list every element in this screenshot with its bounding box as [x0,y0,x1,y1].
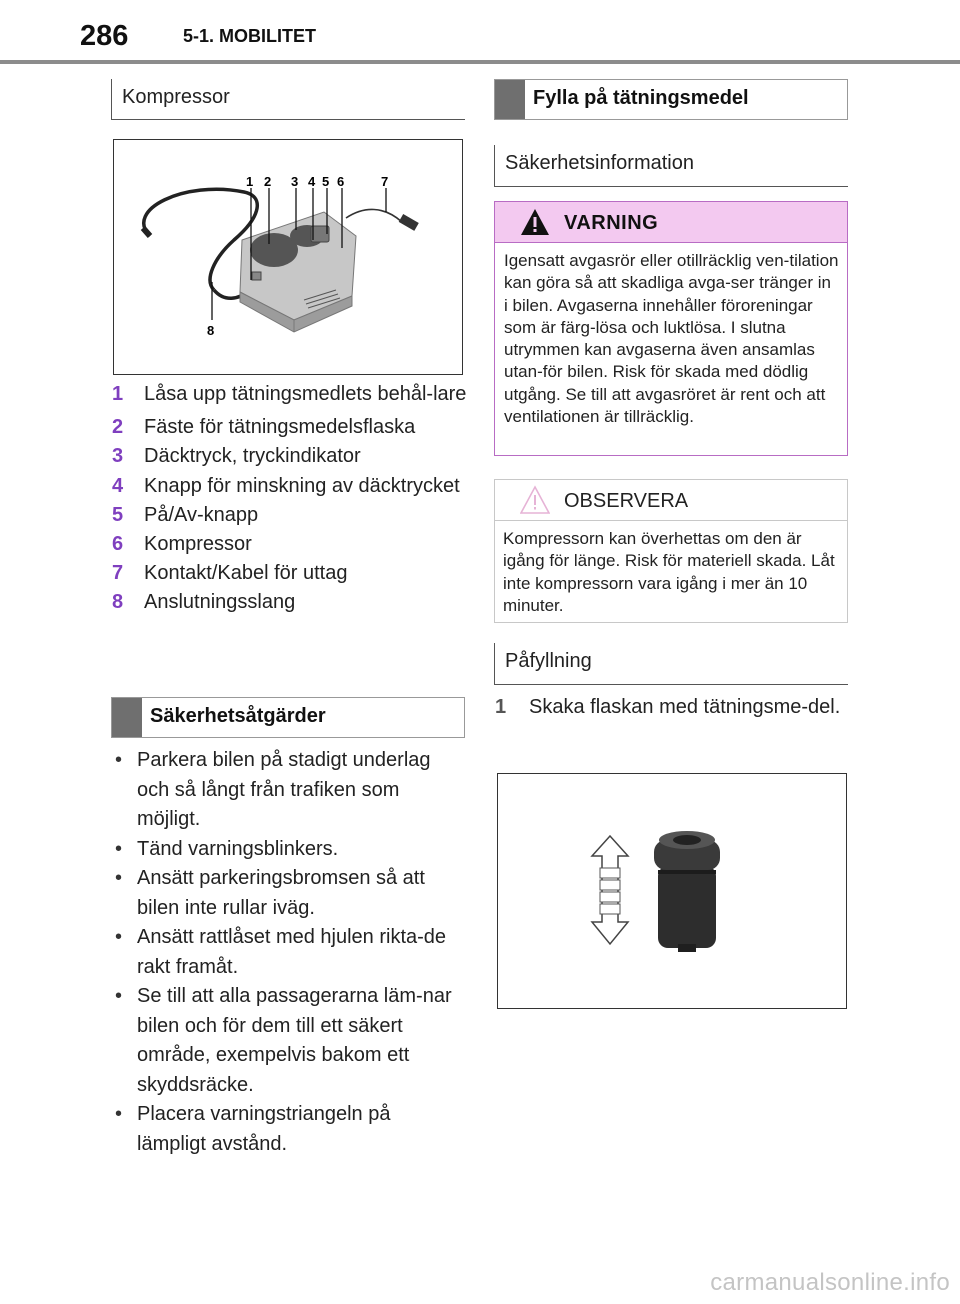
warning-triangle-icon [520,207,550,237]
item-number: 5 [112,504,124,526]
filling-heading: Påfyllning [505,650,592,672]
header-rule [0,60,960,64]
list-item: • Tänd varningsblinkers. [112,835,462,865]
item-text: På/Av-knapp [144,504,259,526]
safety-heading: Säkerhetsåtgärder [150,705,326,727]
item-number: 8 [112,591,124,613]
list-item [112,473,468,499]
item-number: 4 [112,475,124,497]
compressor-heading: Kompressor [122,86,230,108]
step-number: 1 [495,696,507,718]
item-number: 6 [112,533,124,555]
filling-heading-box [494,643,848,685]
list-item [112,559,468,588]
footer-url: carmanualsonline.info [710,1269,950,1296]
compressor-figure [113,139,463,375]
heading-bar [112,698,142,737]
warning-header [495,202,847,243]
item-number: 2 [112,416,124,438]
list-item: • Se till att alla passagerarna läm-nar bilen och för dem till ett säkert område, exempelvis bakom ett skyddsräcke. [112,982,462,1100]
list-item: • Placera varningstriangeln på lämpligt avstånd. [112,1100,462,1159]
bottle-figure [497,773,847,1009]
notice-title: OBSERVERA [564,490,689,512]
item-text: Däcktryck, tryckindikator [144,445,361,467]
list-item [112,380,468,409]
safety-heading-box [111,697,465,738]
notice-box [494,479,848,623]
item-text: Knapp för minskning av däcktrycket [144,475,460,497]
fill-heading-box [494,79,848,120]
chapter-title: 5-1. MOBILITET [183,26,317,46]
page-number: 286 [80,20,129,52]
safety-list [112,746,462,1159]
item-number: 3 [112,445,124,467]
notice-header [495,480,847,521]
item-text: Fäste för tätningsmedelsflaska [144,416,416,438]
notice-text: Kompressorn kan överhettas om den är igång för länge. Risk för materiell skada. Låt inte kompressorn vara igång i mer än 10 minuter. [503,529,835,615]
callout-7: 7 [381,174,389,189]
fill-heading: Fylla på tätningsmedel [533,87,749,109]
list-item [112,588,468,617]
callout-3: 3 [291,174,299,189]
callout-8: 8 [207,323,215,338]
safety-info-heading: Säkerhetsinformation [505,152,694,174]
warning-text: Igensatt avgasrör eller otillräcklig ven-tilation kan göra så att skadliga avga-ser tränger in i bilen. Avgaserna innehåller föroreningar som är färg-lösa och luktlösa. I slutna utrymmen kan avgaserna även ansamlas utan-för bilen. Risk för skada med dödlig utgång. Se till att avgasröret är rent och att ventilationen är tillräcklig. [504,251,839,427]
item-text: Låsa upp tätningsmedlets behål-lare [144,383,467,405]
callout-5: 5 [322,174,330,189]
compressor-heading-box [111,79,465,120]
step-text: Skaka flaskan med tätningsme-del. [529,696,841,718]
parts-list [112,380,468,617]
step-1 [495,692,845,723]
list-item [112,530,468,559]
callout-2: 2 [264,174,272,189]
list-item [112,442,468,471]
callout-6: 6 [337,174,345,189]
list-item: • Ansätt rattlåset med hjulen rikta-de rakt framåt. [112,923,462,982]
list-item [112,501,468,530]
warning-box [494,201,848,456]
list-item: • Ansätt parkeringsbromsen så att bilen inte rullar iväg. [112,864,462,923]
list-item: • Parkera bilen på stadigt underlag och så långt från trafiken som möjligt. [112,746,462,835]
callout-1: 1 [246,174,254,189]
shake-bottle-illustration [498,774,846,1008]
page-header [0,0,960,62]
item-number: 7 [112,562,124,584]
safety-info-heading-box [494,145,848,187]
item-number: 1 [112,383,124,405]
heading-bar [495,80,525,119]
caution-triangle-icon [520,485,550,515]
item-text: Kontakt/Kabel för uttag [144,562,348,584]
callout-4: 4 [308,174,316,189]
warning-title: VARNING [564,212,659,234]
list-item [112,413,468,442]
compressor-illustration [114,140,462,374]
item-text: Anslutningsslang [144,591,296,613]
item-text: Kompressor [144,533,252,555]
